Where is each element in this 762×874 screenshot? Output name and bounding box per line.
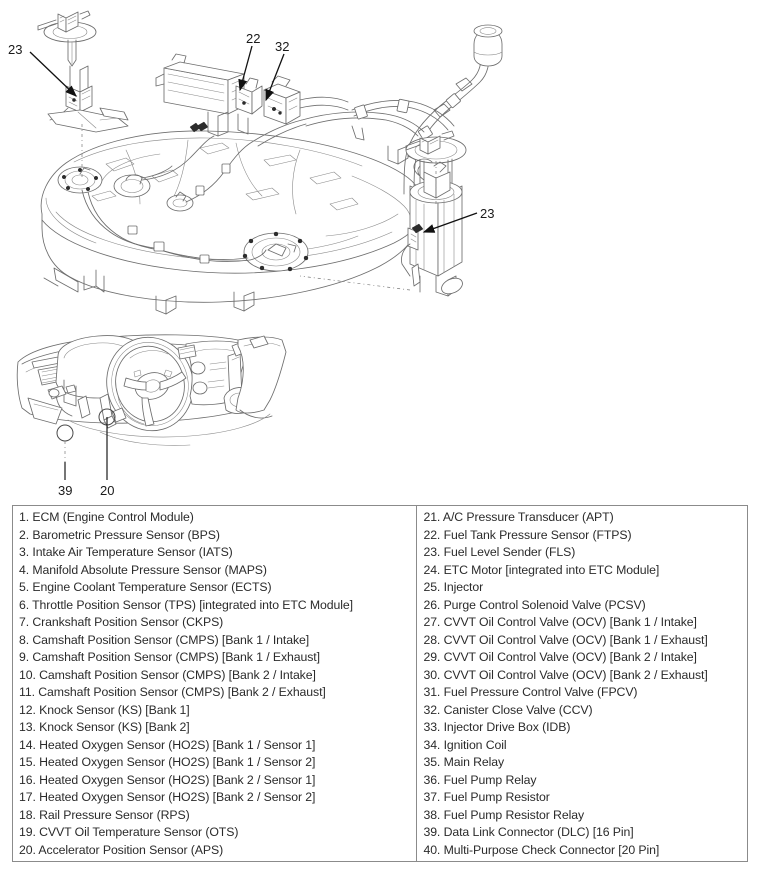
legend-item: 11. Camshaft Position Sensor (CMPS) [Bank 2 / Exhaust] — [19, 685, 326, 699]
callout-23-left: 23 — [8, 42, 23, 57]
legend-item: 19. CVVT Oil Temperature Sensor (OTS) — [19, 825, 239, 839]
legend-item: 9. Camshaft Position Sensor (CMPS) [Bank 1 / Exhaust] — [19, 650, 320, 664]
legend-item: 18. Rail Pressure Sensor (RPS) — [19, 807, 190, 822]
legend-item: 32. Canister Close Valve (CCV) — [423, 702, 593, 717]
instrument-panel-diagram — [17, 327, 286, 480]
leader-23-left — [30, 52, 76, 96]
fuel-tank-body — [41, 131, 420, 302]
legend-item: 28. CVVT Oil Control Valve (OCV) [Bank 1 / Exhaust] — [423, 632, 708, 647]
canister-close-valve — [264, 76, 300, 124]
legend-item: 27. CVVT Oil Control Valve (OCV) [Bank 1 / Intake] — [423, 615, 697, 629]
legend-item: 17. Heated Oxygen Sensor (HO2S) [Bank 2 / Sensor 2] — [19, 790, 316, 804]
legend-item: 21. A/C Pressure Transducer (APT) — [423, 510, 614, 524]
legend-item: 38. Fuel Pump Resistor Relay — [423, 807, 584, 822]
legend-item: 29. CVVT Oil Control Valve (OCV) [Bank 2 / Intake] — [423, 650, 697, 664]
legend-item: 22. Fuel Tank Pressure Sensor (FTPS) — [423, 527, 632, 542]
callout-32: 32 — [275, 39, 290, 54]
legend-item: 12. Knock Sensor (KS) [Bank 1] — [19, 702, 190, 717]
callout-22: 22 — [246, 31, 261, 46]
callout-20: 20 — [100, 483, 115, 498]
filler-neck — [404, 25, 502, 196]
legend-item: 6. Throttle Position Sensor (TPS) [integrated into ETC Module] — [19, 597, 353, 612]
legend-column-left — [13, 506, 417, 861]
legend-item: 16. Heated Oxygen Sensor (HO2S) [Bank 2 / Sensor 1] — [19, 772, 316, 787]
legend-item: 4. Manifold Absolute Pressure Sensor (MAPS) — [19, 562, 267, 577]
legend-item: 31. Fuel Pressure Control Valve (FPCV) — [423, 685, 638, 699]
legend-item: 10. Camshaft Position Sensor (CMPS) [Bank 2 / Intake] — [19, 667, 316, 682]
component-legend-table — [12, 505, 748, 862]
legend-item: 13. Knock Sensor (KS) [Bank 2] — [19, 720, 190, 734]
legend-item: 37. Fuel Pump Resistor — [423, 790, 550, 804]
legend-item: 3. Intake Air Temperature Sensor (IATS) — [19, 545, 233, 559]
legend-item: 40. Multi-Purpose Check Connector [20 Pin] — [423, 842, 660, 857]
left-pump-flange — [58, 167, 102, 193]
legend-item: 15. Heated Oxygen Sensor (HO2S) [Bank 1 / Sensor 2] — [19, 755, 316, 769]
legend-item: 20. Accelerator Position Sensor (APS) — [19, 842, 224, 857]
callout-23-right: 23 — [480, 206, 495, 221]
legend-item: 26. Purge Control Solenoid Valve (PCSV) — [423, 597, 646, 612]
legend-item: 25. Injector — [423, 580, 484, 594]
fuel-tank-assembly-diagram — [30, 11, 502, 314]
passenger-dash — [236, 336, 286, 418]
legend-item: 34. Ignition Coil — [423, 737, 507, 752]
legend-item: 33. Injector Drive Box (IDB) — [423, 720, 571, 734]
legend-item: 14. Heated Oxygen Sensor (HO2S) [Bank 1 / Sensor 1] — [19, 737, 316, 752]
legend-item: 5. Engine Coolant Temperature Sensor (ECTS) — [19, 580, 272, 594]
legend-item: 36. Fuel Pump Relay — [423, 772, 537, 787]
legend-item: 1. ECM (Engine Control Module) — [19, 510, 194, 524]
legend-item: 24. ETC Motor [integrated into ETC Module] — [423, 562, 660, 577]
data-link-connector-marker — [57, 425, 73, 441]
legend-item: 30. CVVT Oil Control Valve (OCV) [Bank 2 / Exhaust] — [423, 667, 708, 682]
callout-leaders-instrument-panel — [65, 417, 107, 480]
callout-39: 39 — [58, 483, 73, 498]
legend-item: 2. Barometric Pressure Sensor (BPS) — [19, 527, 220, 542]
legend-item: 8. Camshaft Position Sensor (CMPS) [Bank 1 / Intake] — [19, 632, 310, 647]
legend-item: 7. Crankshaft Position Sensor (CKPS) — [19, 615, 224, 629]
canister-module — [156, 54, 348, 136]
legend-column-right — [417, 506, 747, 861]
legend-item: 23. Fuel Level Sender (FLS) — [423, 545, 576, 559]
legend-item: 39. Data Link Connector (DLC) [16 Pin] — [423, 825, 634, 839]
legend-item: 35. Main Relay — [423, 755, 505, 769]
